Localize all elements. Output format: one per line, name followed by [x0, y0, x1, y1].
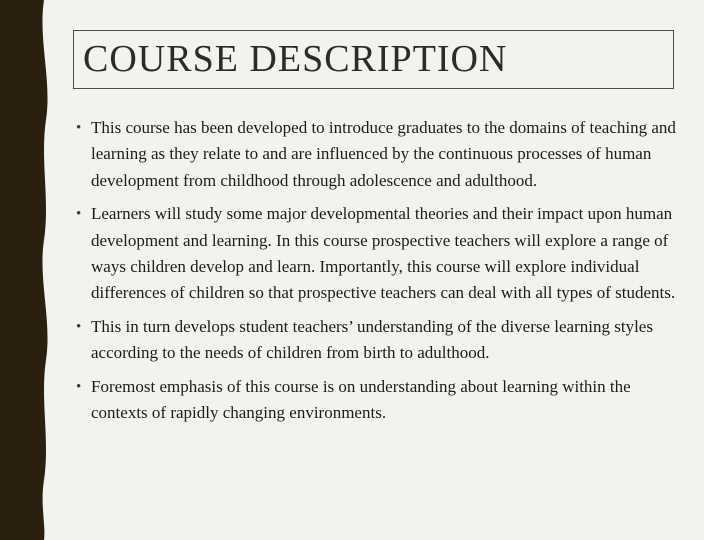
bullet-item	[73, 374, 685, 427]
bullet-text: Learners will study some major developmental theories and their impact upon human development and learning. In this course prospective teachers will explore a range of ways children develop and learn. Importantly, this course will explore individual differences of children so that prospective teachers can deal with all types of students.	[91, 204, 676, 303]
bullet-dot-icon: •	[76, 318, 82, 335]
bullet-item	[73, 314, 685, 367]
decorative-right-stripe	[704, 0, 720, 540]
bullet-dot-icon: •	[76, 206, 82, 223]
bullet-list	[73, 115, 685, 433]
bullet-item	[73, 201, 685, 307]
bullet-dot-icon: •	[76, 120, 82, 136]
bullet-text: This course has been developed to introduce graduates to the domains of teaching and learning as they relate to and are influenced by the continuous processes of human development from childhood through adolescence and adulthood.	[91, 118, 676, 190]
bullet-text: Foremost emphasis of this course is on understanding about learning within the contexts of rapidly changing environments.	[91, 376, 631, 423]
bullet-item	[73, 115, 685, 194]
title-frame	[73, 30, 674, 89]
slide-title: COURSE DESCRIPTION	[83, 38, 508, 80]
decorative-left-band	[0, 0, 60, 540]
bullet-dot-icon: •	[76, 378, 82, 395]
bullet-text: This in turn develops student teachers’ understanding of the diverse learning styles according to the needs of children from birth to adulthood.	[91, 316, 653, 363]
